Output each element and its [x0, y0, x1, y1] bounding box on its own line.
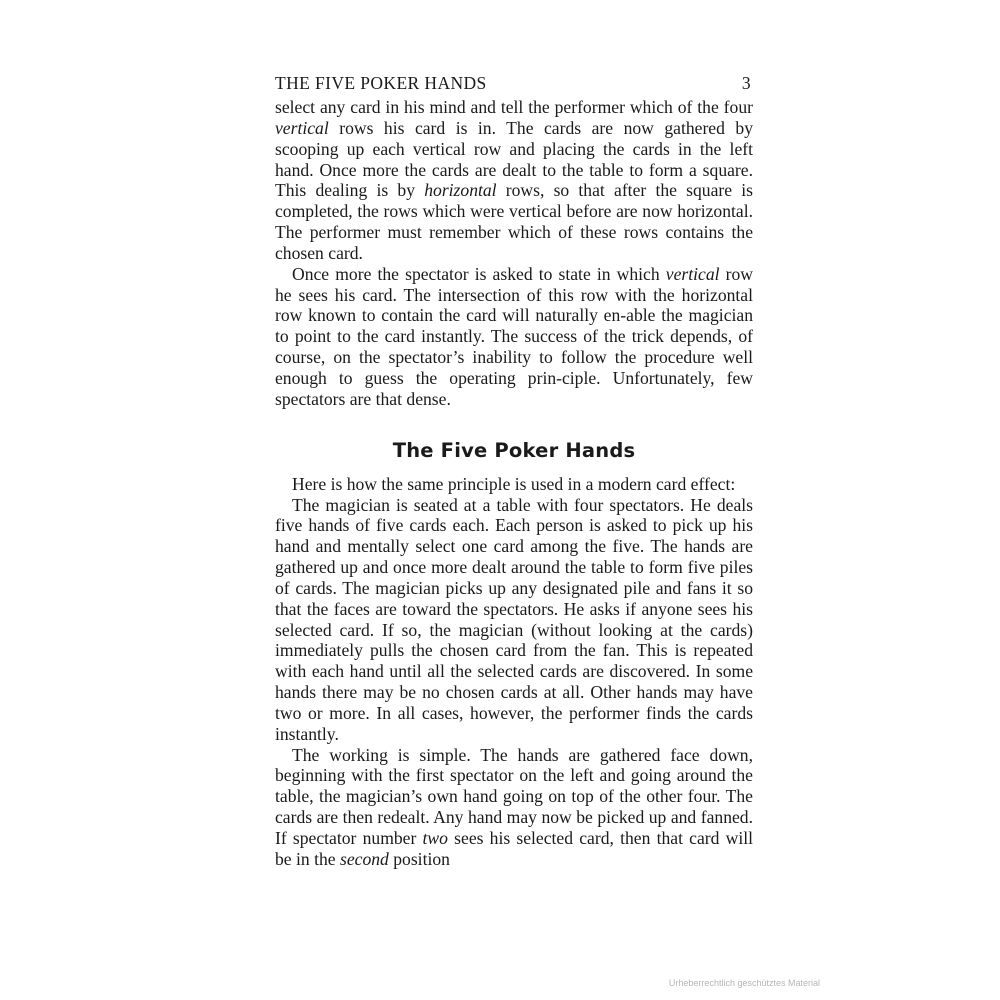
section-heading: The Five Poker Hands [392, 438, 636, 462]
paragraph [275, 264, 753, 410]
paragraph [275, 745, 753, 870]
running-head-title: THE FIVE POKER HANDS [275, 73, 487, 93]
italic-text: vertical [665, 263, 720, 284]
italic-text: vertical [275, 117, 329, 138]
paragraph [275, 97, 753, 264]
italic-text: two [422, 828, 448, 848]
page-number: 3 [741, 73, 751, 93]
text-run: position [388, 848, 450, 869]
paragraph [275, 474, 753, 495]
book-page [275, 70, 753, 870]
text-run: select any card in his mind and tell the performer which of the four [275, 97, 753, 117]
text-run: The working is simple. The hands are gathered face down, beginning with the first spectator on the left and going around the table, the magician’s own hand going on top of the other four. The cards are then redealt. Any hand may now be picked up and fanned. If spectator number [275, 744, 753, 848]
text-run: row he sees his card. The intersection of this row with the horizontal row known to contain the card will naturally en-able the magician to point to the card instantly. The success of the trick depends, of course, on the spectator’s inability to follow the procedure well enough to guess the operating prin-ciple. Unfortunately, few spectators are that dense. [275, 263, 754, 409]
italic-text: second [339, 848, 389, 869]
italic-text: horizontal [424, 180, 497, 201]
text-run: sees his selected card, then that card will be in the [275, 828, 753, 869]
text-run: rows his card is in. The cards are now gathered by scooping up each vertical row and placing the cards in the left hand. Once more the cards are dealt to the table to form a square. This dealing is by [275, 117, 753, 201]
copyright-watermark: Urheberrechtlich geschütztes Material [668, 978, 820, 988]
text-run: Here is how the same principle is used in a modern card effect: [292, 473, 736, 494]
running-head [275, 70, 753, 96]
paragraph [275, 495, 753, 745]
text-run: The magician is seated at a table with four spectators. He deals five hands of five cards each. Each person is asked to pick up his hand and mentally select one card among the five. The hands are gathered up and once more dealt around the table to form five piles of cards. The magician picks up any designated pile and fans it so that the faces are toward the spectators. He asks if anyone sees his selected card. If so, the magician (without looking at the cards) immediately pulls the chosen card from the fan. This is repeated with each hand until all the selected cards are discovered. In some hands there may be no chosen cards at all. Other hands may have two or more. In all cases, however, the performer finds the cards instantly. [275, 494, 753, 744]
text-run: rows, so that after the square is completed, the rows which were vertical before are now horizontal. The performer must remember which of these rows contains the chosen card. [275, 180, 753, 263]
body-text-section [275, 474, 753, 870]
body-text-top [275, 97, 753, 410]
text-run: Once more the spectator is asked to state in which [292, 263, 666, 284]
